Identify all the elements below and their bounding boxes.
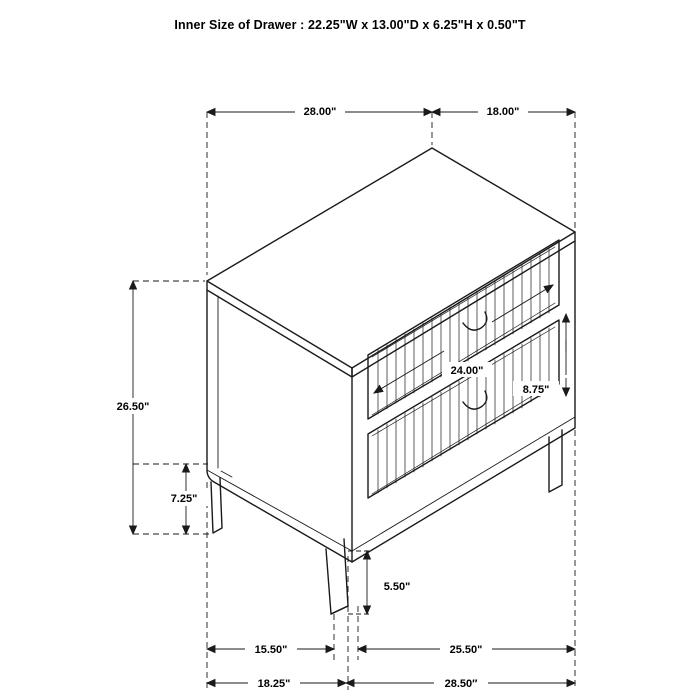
dim-label-drawer-width: 24.00" (450, 364, 484, 377)
leg-front-left (211, 478, 222, 533)
drawer-lower (368, 320, 559, 498)
dim-label-bottom-outer-right: 28.50″ (444, 677, 478, 690)
dim-label-top-left: 28.00" (303, 105, 337, 118)
cabinet-body (207, 241, 575, 562)
dim-label-left-height: 26.50" (116, 400, 150, 413)
dim-label-bottom-inner-left: 15.50" (254, 643, 288, 656)
leg-front-right (326, 539, 348, 614)
dim-label-bottom-inner-right: 25.50" (449, 643, 483, 656)
drawer-lower-reeding (378, 328, 549, 493)
extension-lines (133, 112, 575, 690)
dim-label-left-lower: 7.25" (170, 492, 198, 505)
dim-label-leg-height: 5.50" (383, 580, 411, 593)
dim-label-bottom-outer-left: 18.25" (257, 677, 291, 690)
page-title: Inner Size of Drawer : 22.25"W x 13.00"D x 6.25"H x 0.50"T (174, 18, 526, 32)
drawer-pull-upper (463, 312, 487, 330)
dim-drawer-height (563, 314, 570, 396)
dim-label-top-right: 18.00" (486, 105, 520, 118)
drawer-pull-lower (463, 391, 487, 409)
dim-label-drawer-height: 8.75" (522, 383, 550, 396)
leg-rear-left-hint (221, 471, 232, 477)
